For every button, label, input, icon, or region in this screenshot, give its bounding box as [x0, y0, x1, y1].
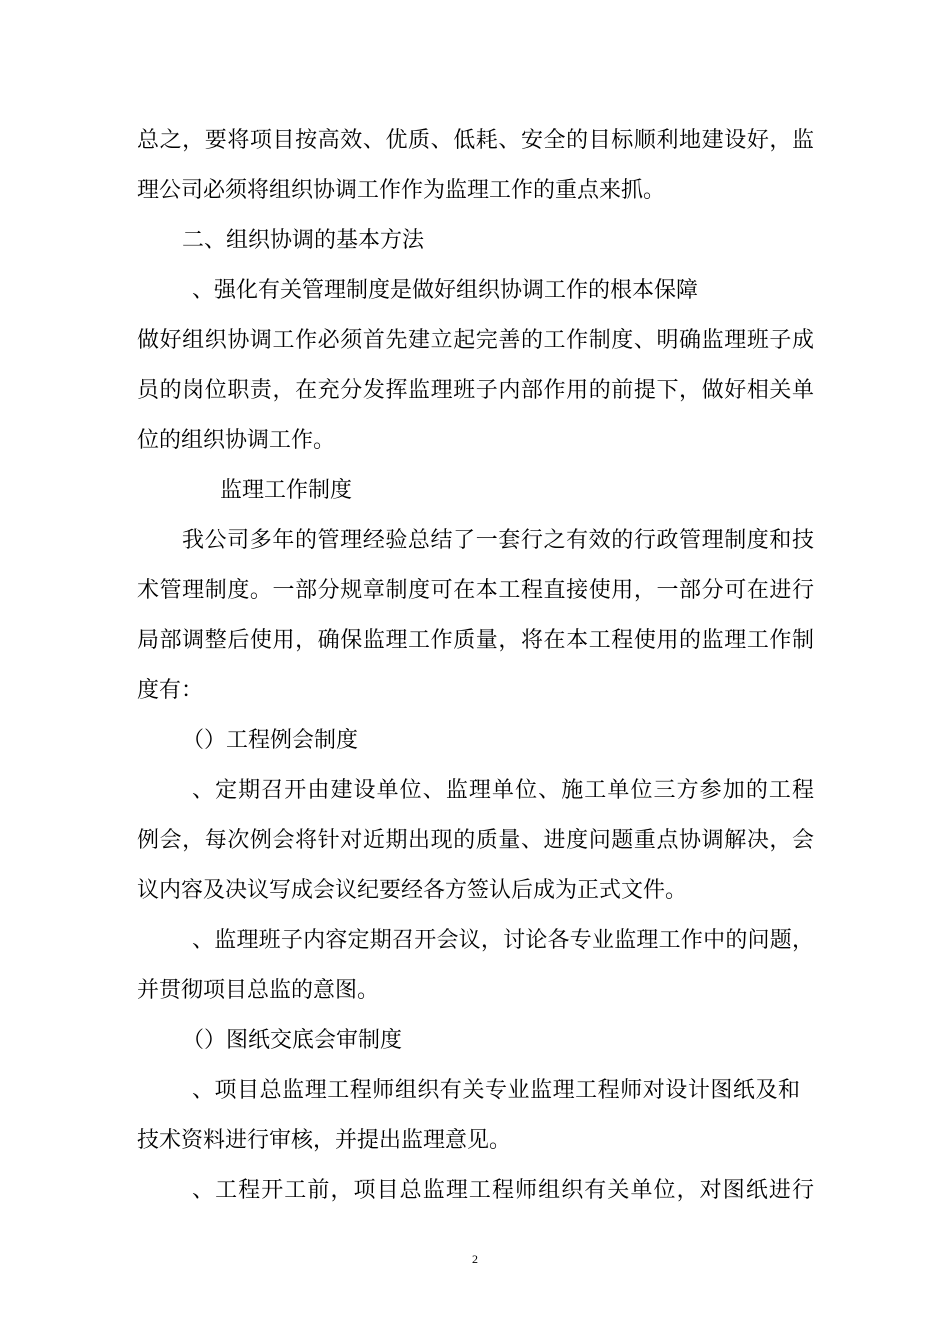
paragraph-line-20: 、项目总监理工程师组织有关专业监理工程师对设计图纸及和 [192, 1078, 800, 1103]
paragraph-line-21: 技术资料进行审核，并提出监理意见。 [137, 1128, 512, 1153]
paragraph-line-5: 做好组织协调工作必须首先建立起完善的工作制度、明确监理班子成 [137, 328, 814, 353]
paragraph-line-10: 术管理制度。一部分规章制度可在本工程直接使用，一部分可在进行 [137, 578, 814, 603]
paragraph-line-15: 例会，每次例会将针对近期出现的质量、进度问题重点协调解决，会 [137, 828, 814, 853]
paragraph-line-11: 局部调整后使用，确保监理工作质量，将在本工程使用的监理工作制 [137, 628, 814, 653]
paragraph-line-9: 我公司多年的管理经验总结了一套行之有效的行政管理制度和技 [182, 528, 814, 553]
paragraph-line-1: 总之，要将项目按高效、优质、低耗、安全的目标顺利地建设好，监 [137, 128, 814, 153]
paragraph-line-7: 位的组织协调工作。 [137, 428, 336, 453]
paragraph-line-22: 、工程开工前，项目总监理工程师组织有关单位，对图纸进行 [192, 1178, 814, 1203]
section-heading: 二、组织协调的基本方法 [182, 228, 425, 253]
paragraph-line-18: 并贯彻项目总监的意图。 [137, 978, 380, 1003]
paragraph-line-14: 、定期召开由建设单位、监理单位、施工单位三方参加的工程 [192, 778, 814, 803]
subheading-system: 监理工作制度 [220, 478, 353, 503]
subsection-heading: 、强化有关管理制度是做好组织协调工作的根本保障 [192, 278, 699, 303]
paragraph-line-17: 、监理班子内容定期召开会议，讨论各专业监理工作中的问题， [192, 928, 814, 953]
item-heading-meeting: （）工程例会制度 [182, 728, 359, 753]
paragraph-line-6: 员的岗位职责，在充分发挥监理班子内部作用的前提下，做好相关单 [137, 378, 814, 403]
paragraph-line-2: 理公司必须将组织协调工作作为监理工作的重点来抓。 [137, 178, 666, 203]
paragraph-line-12: 度有： [137, 678, 204, 703]
page-number: 2 [472, 1252, 478, 1266]
paragraph-line-16: 议内容及决议写成会议纪要经各方签认后成为正式文件。 [137, 878, 688, 903]
item-heading-drawings: （）图纸交底会审制度 [182, 1028, 403, 1053]
